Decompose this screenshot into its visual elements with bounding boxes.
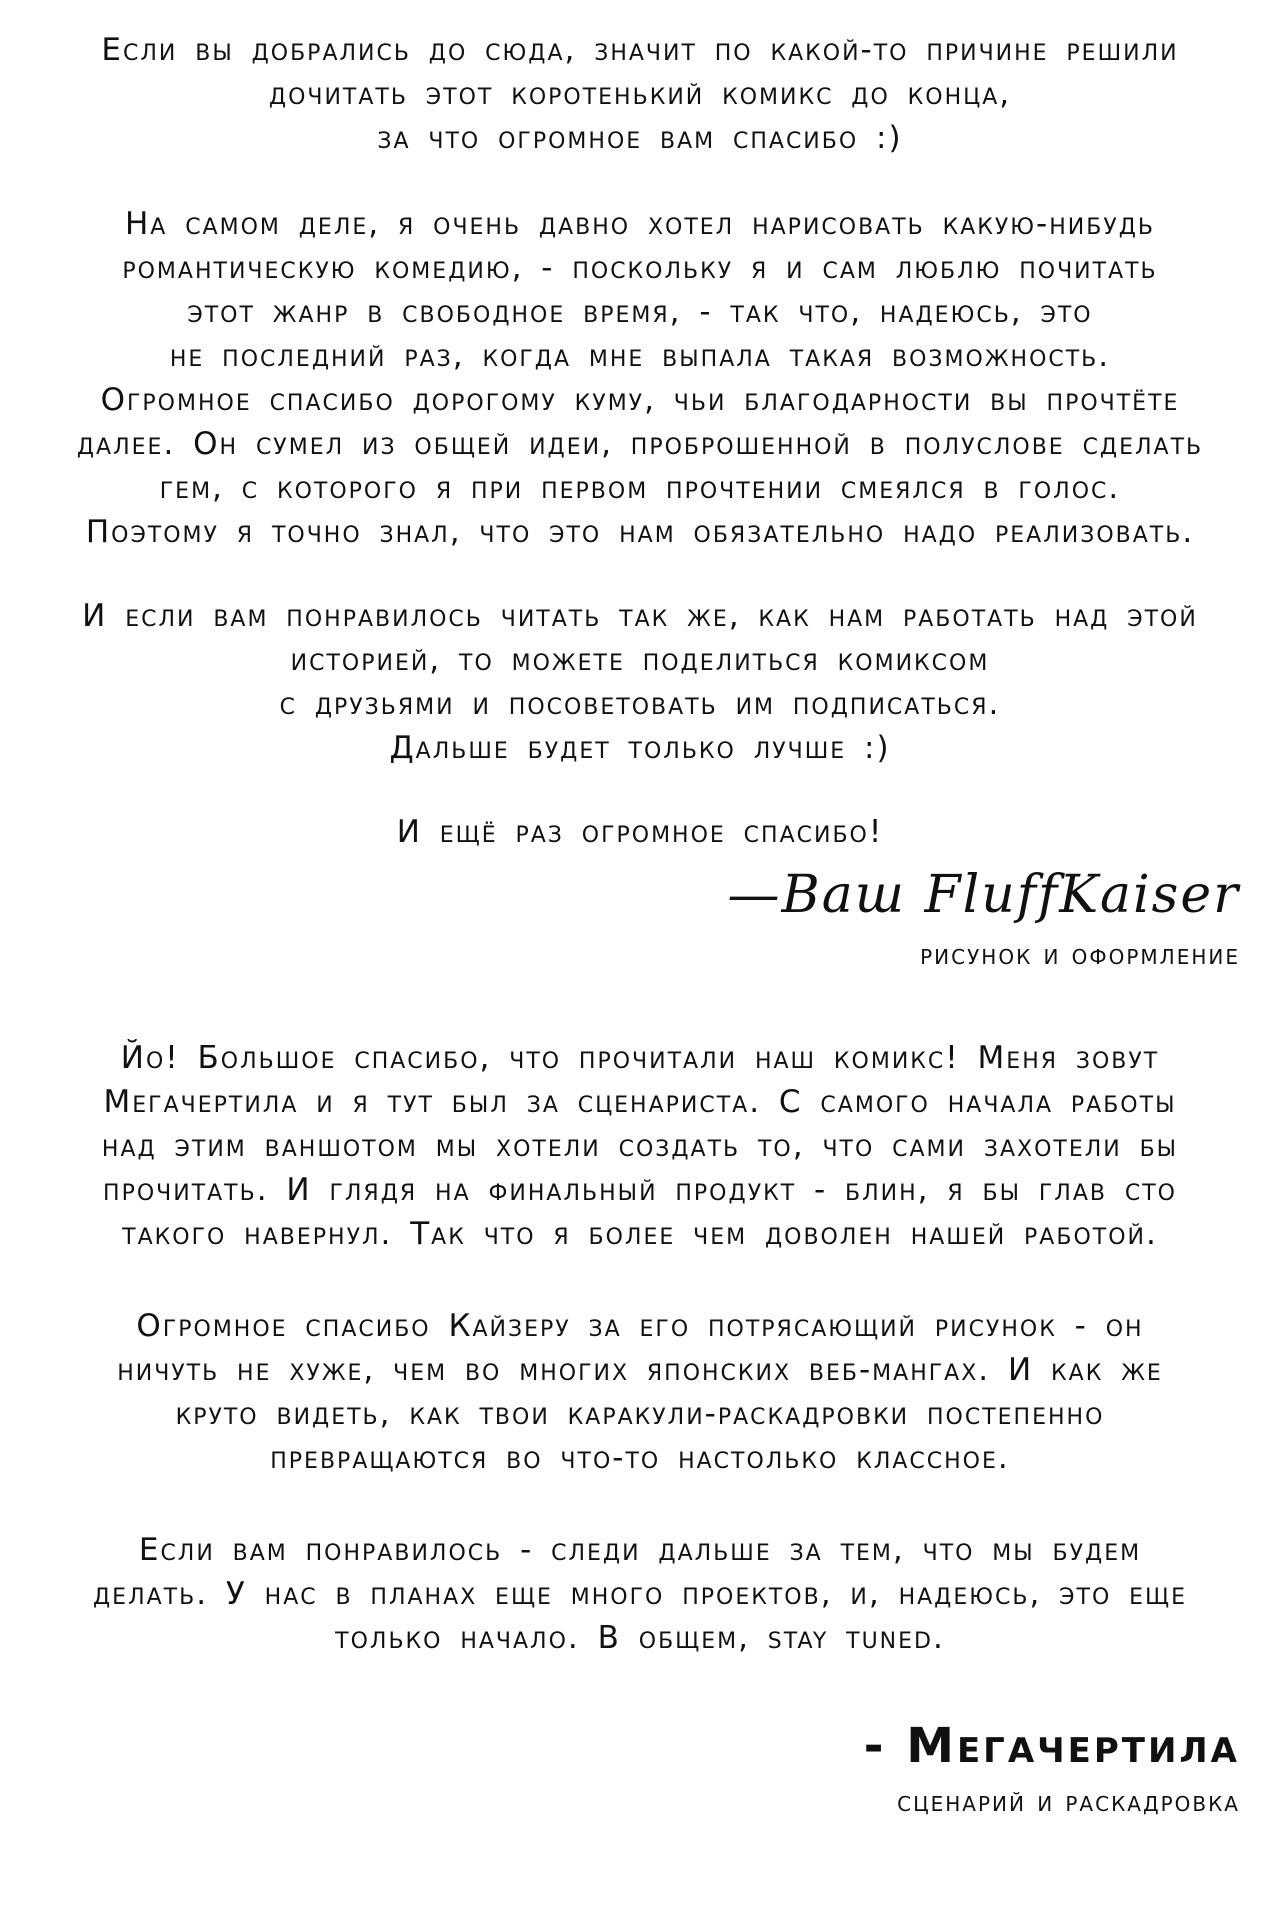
paragraph-writer-intro xyxy=(20,1036,1260,1256)
artist-signature: —Ваш FluffKaiser xyxy=(727,865,1240,925)
text-line: только начало. В общем, stay tuned. xyxy=(335,1620,945,1656)
writer-role: сценарий и раскадровка xyxy=(897,1784,1240,1818)
text-line: И если вам понравилось читать так же, как нам работать над этой xyxy=(82,598,1198,634)
text-line: Мегачертила и я тут был за сценариста. С самого начала работы xyxy=(103,1084,1177,1120)
text-line: историей, то можете поделиться комиксом xyxy=(290,642,990,678)
text-line: над этим ваншотом мы хотели создать то, что сами захотели бы xyxy=(101,1128,1179,1164)
text-line: ничуть не хуже, чем во многих японских веб-мангах. И как же xyxy=(117,1352,1163,1388)
text-line: этот жанр в свободное время, - так что, надеюсь, это xyxy=(187,294,1093,330)
text-line: И ещё раз огромное спасибо! xyxy=(396,814,884,850)
text-line: Огромное спасибо Кайзеру за его потрясающий рисунок - он xyxy=(136,1308,1144,1344)
paragraph-thanks-again xyxy=(20,810,1260,854)
text-line: Если вы добрались до сюда, значит по какой-то причине решили xyxy=(101,32,1179,68)
text-line: Если вам понравилось - следи дальше за тем, что мы будем xyxy=(138,1532,1142,1568)
writer-signature-block xyxy=(864,1718,1240,1818)
text-line: далее. Он сумел из общей идеи, проброшенной в полуслове сделать xyxy=(76,426,1204,462)
text-line: не последний раз, когда мне выпала такая возможность. xyxy=(169,338,1111,374)
text-line: дочитать этот коротенький комикс до конца, xyxy=(268,76,1012,112)
paragraph-stay-tuned xyxy=(20,1528,1260,1660)
paragraph-artist-story xyxy=(20,202,1260,554)
text-line: делать. У нас в планах еще много проектов, и, надеюсь, это еще xyxy=(92,1576,1187,1612)
text-line: Огромное спасибо дорогому куму, чьи благодарности вы прочтёте xyxy=(100,382,1180,418)
text-line: Поэтому я точно знал, что это нам обязательно надо реализовать. xyxy=(85,514,1195,550)
text-line: такого навернул. Так что я более чем доволен нашей работой. xyxy=(122,1216,1158,1252)
text-line: круто видеть, как твои каракули-раскадровки постепенно xyxy=(175,1396,1105,1432)
text-line: с друзьями и посоветовать им подписаться. xyxy=(279,686,1001,722)
text-line: прочитать. И глядя на финальный продукт - блин, я бы глав сто xyxy=(103,1172,1177,1208)
paragraph-artist-thanks xyxy=(20,1304,1260,1480)
text-line: романтическую комедию, - поскольку я и сам люблю почитать xyxy=(122,250,1158,286)
paragraph-share-request xyxy=(20,594,1260,770)
text-line: На самом деле, я очень давно хотел нарисовать какую-нибудь xyxy=(124,206,1156,242)
text-line: превращаются во что-то настолько классное. xyxy=(270,1440,1010,1476)
writer-signature: - Мегачертила xyxy=(863,1718,1240,1774)
text-line: за что огромное вам спасибо :) xyxy=(377,120,903,156)
artist-role: рисунок и оформление xyxy=(920,937,1240,971)
paragraph-thanks-intro xyxy=(20,28,1260,160)
text-line: гем, с которого я при первом прочтении смеялся в голос. xyxy=(159,470,1121,506)
artist-signature-block xyxy=(728,865,1241,971)
text-line: Дальше будет только лучше :) xyxy=(389,730,891,766)
text-line: Йо! Большое спасибо, что прочитали наш комикс! Меня зовут xyxy=(120,1040,1160,1076)
